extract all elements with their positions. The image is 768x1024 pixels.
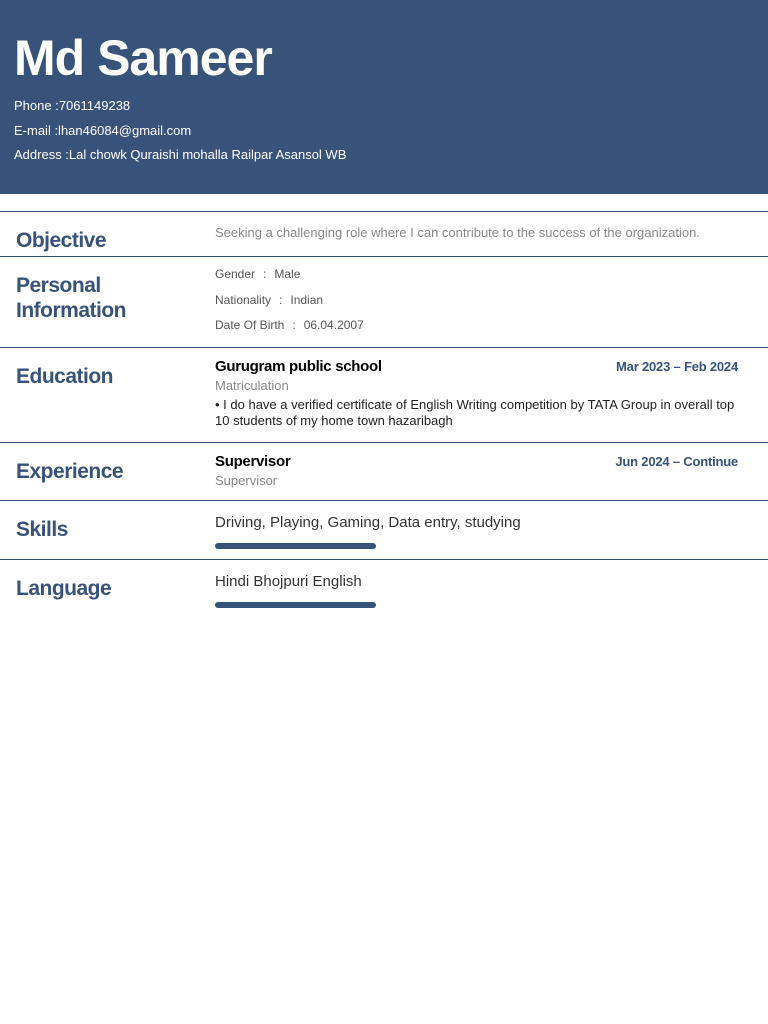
gender-value: Male [274, 267, 301, 281]
personal-info-label-line1: Personal [16, 274, 101, 297]
experience-role: Supervisor [215, 473, 278, 488]
skills-section [0, 500, 768, 559]
experience-date: Jun 2024 – Continue [615, 454, 738, 469]
language-level-bar [215, 602, 376, 608]
education-school: Gurugram public school [215, 358, 382, 375]
dob-value: 06.04.2007 [303, 318, 364, 332]
education-bullet: • I do have a verified certificate of English Writing competition by TATA Group in overall top 10 students of my home town hazaribagh [215, 397, 735, 428]
skills-label: Skills [16, 518, 68, 541]
education-entry [215, 358, 738, 429]
dob-key: Date Of Birth [215, 318, 285, 332]
education-section [0, 347, 768, 442]
phone-line: Phone :7061149238 [14, 98, 131, 113]
education-date: Mar 2023 – Feb 2024 [616, 359, 738, 374]
skills-level-bar [215, 543, 376, 549]
objective-text: Seeking a challenging role where I can contribute to the success of the organization. [215, 225, 700, 240]
personal-info-section [0, 256, 768, 347]
language-entry [215, 573, 738, 608]
experience-section [0, 442, 768, 500]
experience-title: Supervisor [215, 453, 291, 470]
gender-row [215, 262, 738, 288]
experience-label: Experience [16, 460, 124, 483]
education-label: Education [16, 365, 114, 388]
nationality-sep: : [279, 292, 283, 307]
personal-info-label-line2: Information [16, 299, 126, 322]
experience-entry [215, 453, 738, 488]
personal-info-rows [215, 262, 738, 339]
dob-sep: : [292, 318, 296, 332]
language-label: Language [16, 577, 112, 600]
nationality-key: Nationality [215, 292, 272, 307]
language-text: Hindi Bhojpuri English [215, 573, 362, 590]
objective-label: Objective [16, 229, 107, 252]
candidate-name: Md Sameer [14, 30, 272, 86]
nationality-row [215, 288, 738, 314]
header-gap [0, 194, 768, 211]
personal-info-label [16, 273, 126, 323]
dob-row [215, 313, 738, 339]
address-line: Address :Lal chowk Quraishi mohalla Railpar Asansol WB [14, 147, 347, 162]
skills-entry [215, 514, 738, 549]
education-degree: Matriculation [215, 378, 289, 393]
gender-sep: : [263, 267, 267, 281]
email-line: E-mail :lhan46084@gmail.com [14, 122, 192, 138]
skills-text: Driving, Playing, Gaming, Data entry, studying [215, 514, 521, 531]
objective-section [0, 211, 768, 256]
nationality-value: Indian [290, 292, 324, 307]
gender-key: Gender [215, 267, 256, 281]
language-section [0, 559, 768, 619]
resume-header [0, 0, 768, 194]
